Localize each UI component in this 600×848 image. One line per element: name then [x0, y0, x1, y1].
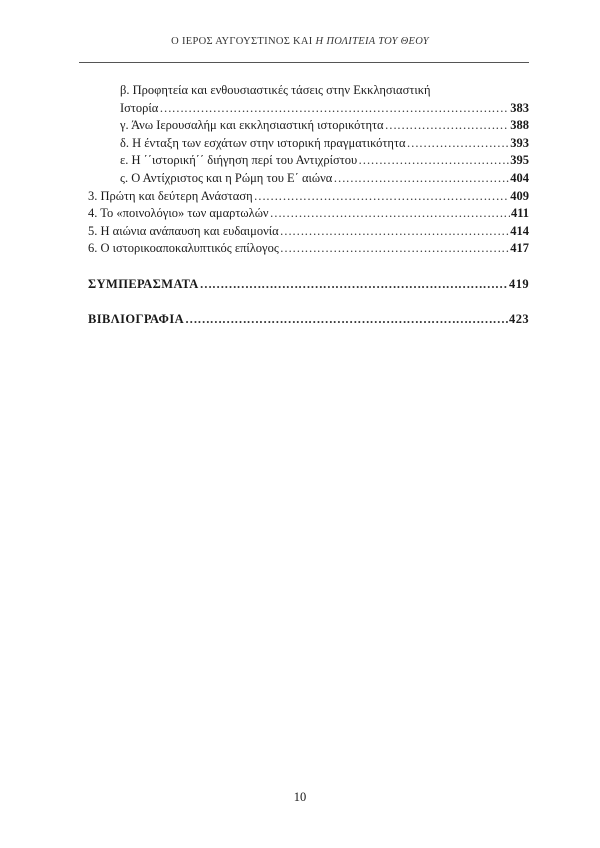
toc-leader-dots	[185, 311, 508, 329]
toc-entry-text: ΣΥΜΠΕΡΑΣΜΑΤΑ	[88, 276, 199, 291]
toc-entry-text: 4. Το «ποινολόγιο» των αμαρτωλών	[88, 206, 269, 221]
toc-entry-page: 404	[510, 170, 529, 185]
toc-entry-text: ς. Ο Αντίχριστος και η Ρώμη του Ε΄ αιώνα	[120, 170, 333, 185]
toc-entry-5	[88, 223, 529, 241]
toc-entry-text: γ. Άνω Ιερουσαλήμ και εκκλησιαστική ιστορικότητα	[120, 118, 384, 133]
toc-entry-text: 5. Η αιώνια ανάπαυση και ευδαιμονία	[88, 223, 279, 238]
toc-entry-6	[88, 240, 529, 258]
table-of-contents	[88, 82, 529, 328]
toc-entry-b	[88, 100, 529, 118]
toc-entry-3	[88, 188, 529, 206]
toc-leader-dots	[254, 188, 510, 206]
toc-entry-text: 6. Ο ιστορικοαποκαλυπτικός επίλογος	[88, 241, 279, 256]
toc-entry-st	[88, 170, 529, 188]
toc-entry-page: 395	[510, 153, 529, 168]
toc-entry-page: 423	[509, 311, 529, 326]
toc-entry-page: 419	[509, 276, 529, 291]
toc-entry-page: 414	[510, 223, 529, 238]
toc-entry-text: 3. Πρώτη και δεύτερη Ανάσταση	[88, 188, 253, 203]
toc-leader-dots	[280, 223, 510, 241]
toc-leader-dots	[385, 117, 510, 135]
toc-entry-page: 383	[510, 100, 529, 115]
toc-entry-b-line1: β. Προφητεία και ενθουσιαστικές τάσεις στην Εκκλησιαστική	[120, 83, 431, 97]
toc-entry-text: Ιστορία	[120, 100, 159, 115]
toc-entry-page: 388	[510, 118, 529, 133]
toc-leader-dots	[270, 205, 510, 223]
toc-leader-dots	[333, 170, 509, 188]
toc-entry-page: 417	[510, 241, 529, 256]
toc-entry-d	[88, 135, 529, 153]
toc-entry-text: ΒΙΒΛΙΟΓΡΑΦΙΑ	[88, 311, 185, 326]
toc-leader-dots	[200, 276, 508, 294]
toc-leader-dots	[407, 135, 510, 153]
toc-entry-text: ε. Η ΄΄ιστορική΄΄ διήγηση περί του Αντιχρίστου	[120, 153, 358, 168]
toc-entry-text: δ. Η ένταξη των εσχάτων στην ιστορική πραγματικότητα	[120, 135, 406, 150]
toc-entry-page: 411	[510, 206, 529, 221]
page-number: 10	[293, 790, 307, 804]
toc-spacer	[88, 258, 529, 276]
running-header-book-title: Η ΠΟΛΙΤΕΙΑ ΤΟΥ ΘΕΟΥ	[315, 36, 429, 47]
toc-entry-g	[88, 117, 529, 135]
toc-entry-page: 393	[510, 135, 529, 150]
toc-entry-conclusions	[88, 276, 529, 294]
toc-entry-e	[88, 152, 529, 170]
running-header-title: Ο ΙΕΡΟΣ ΑΥΓΟΥΣΤΙΝΟΣ ΚΑΙ	[171, 36, 316, 47]
header-rule	[79, 62, 529, 63]
toc-leader-dots	[280, 240, 509, 258]
toc-entry-page: 409	[510, 188, 529, 203]
toc-leader-dots	[358, 152, 509, 170]
toc-spacer	[88, 293, 529, 311]
toc-entry-4	[88, 205, 529, 223]
toc-entry-bibliography	[88, 311, 529, 329]
running-header	[0, 36, 600, 47]
toc-leader-dots	[159, 100, 509, 118]
